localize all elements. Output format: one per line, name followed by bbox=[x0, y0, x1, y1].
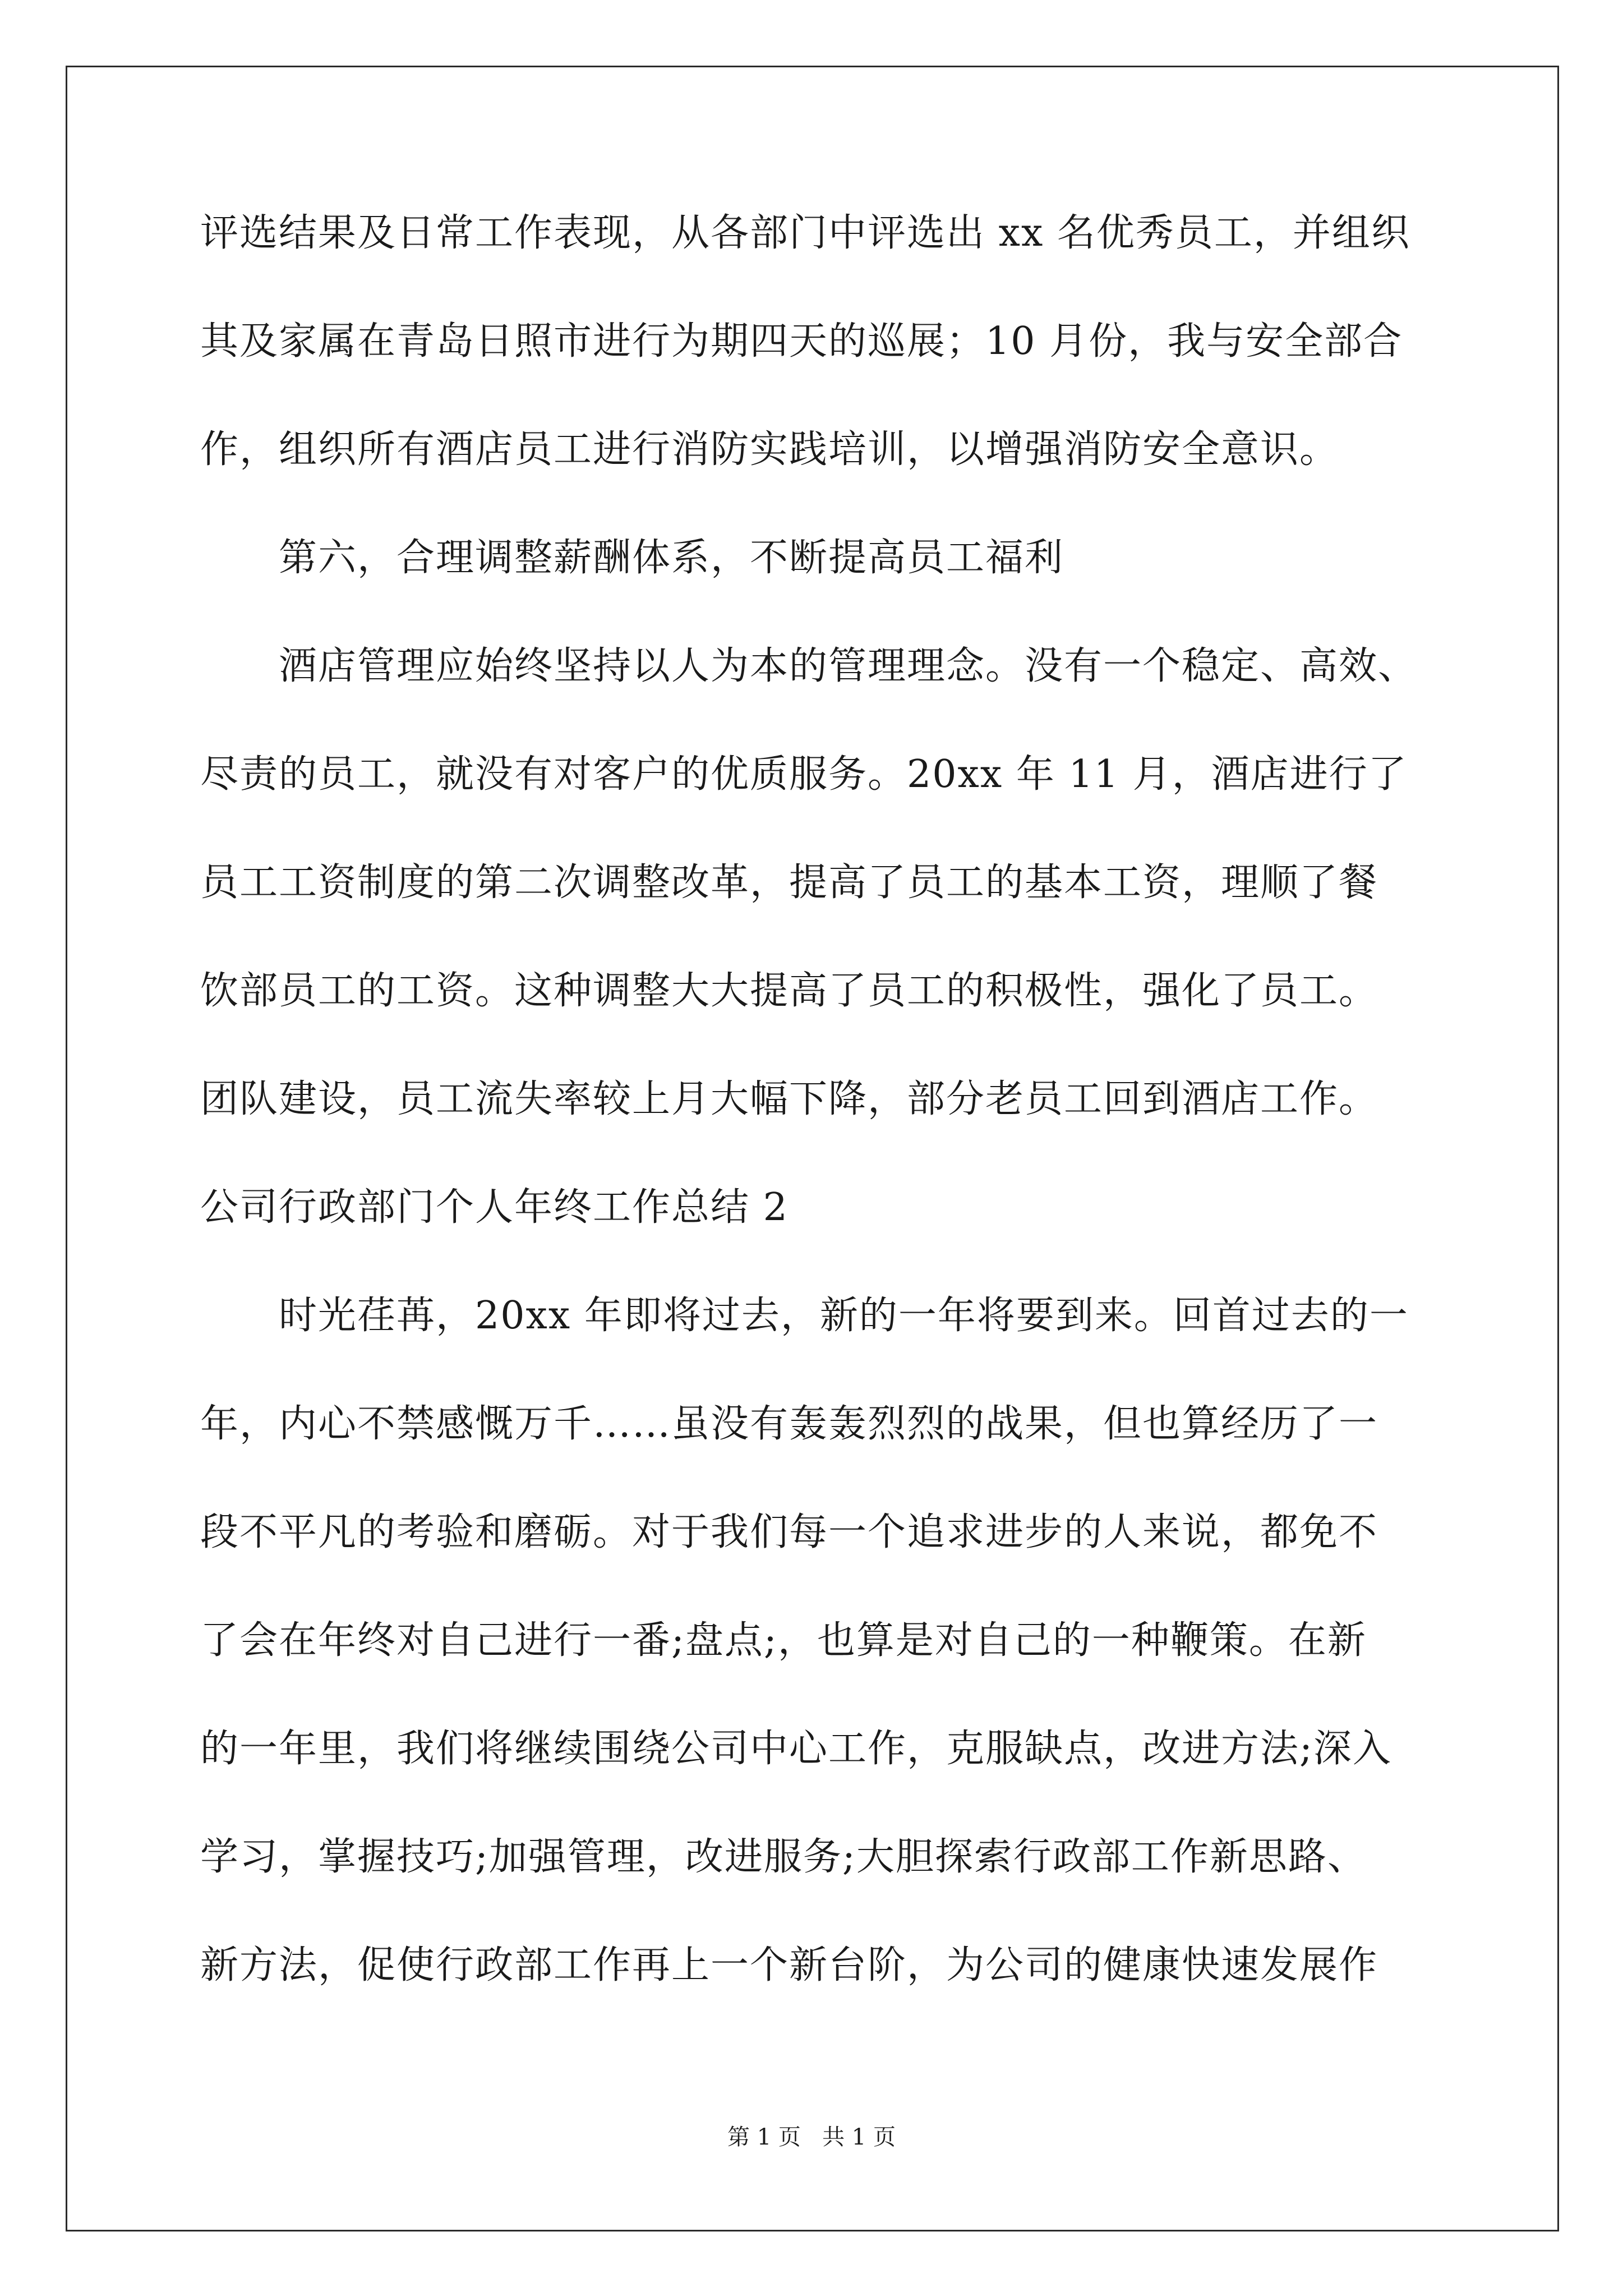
page-number-footer: 第 1 页 共 1 页 bbox=[727, 2124, 896, 2150]
text-line: 时光荏苒，20xx 年即将过去，新的一年将要到来。回首过去的一 bbox=[279, 1294, 1409, 1338]
text-line: 段不平凡的考验和磨砺。对于我们每一个追求进步的人来说，都免不 bbox=[200, 1510, 1378, 1554]
text-line: 其及家属在青岛日照市进行为期四天的巡展；10 月份，我与安全部合 bbox=[200, 319, 1403, 364]
text-line: 新方法，促使行政部工作再上一个新台阶，为公司的健康快速发展作 bbox=[200, 1943, 1378, 1987]
text-line: 尽责的员工，就没有对客户的优质服务。20xx 年 11 月，酒店进行了 bbox=[200, 752, 1408, 797]
text-line: 年，内心不禁感慨万千……虽没有轰轰烈烈的战果，但也算经历了一 bbox=[200, 1402, 1378, 1446]
text-line: 饮部员工的工资。这种调整大大提高了员工的积极性，强化了员工。 bbox=[200, 969, 1378, 1013]
text-line: 作，组织所有酒店员工进行消防实践培训，以增强消防安全意识。 bbox=[200, 427, 1339, 472]
text-line: 评选结果及日常工作表现，从各部门中评选出 xx 名优秀员工，并组织 bbox=[200, 211, 1410, 255]
text-line: 团队建设，员工流失率较上月大幅下降，部分老员工回到酒店工作。 bbox=[200, 1077, 1378, 1121]
text-line: 学习，掌握技巧;加强管理，改进服务;大胆探索行政部工作新思路、 bbox=[200, 1835, 1367, 1879]
section-heading: 第六，合理调整薪酬体系，不断提高员工福利 bbox=[279, 536, 1064, 580]
text-line: 的一年里，我们将继续围绕公司中心工作，克服缺点，改进方法;深入 bbox=[200, 1727, 1392, 1771]
text-line: 酒店管理应始终坚持以人为本的管理理念。没有一个稳定、高效、 bbox=[279, 644, 1418, 688]
text-line: 员工工资制度的第二次调整改革，提高了员工的基本工资，理顺了餐 bbox=[200, 861, 1378, 905]
text-line: 了会在年终对自己进行一番;盘点;，也算是对自己的一种鞭策。在新 bbox=[200, 1618, 1367, 1663]
document-body bbox=[200, 208, 1445, 2048]
document-title: 公司行政部门个人年终工作总结 2 bbox=[200, 1185, 789, 1230]
